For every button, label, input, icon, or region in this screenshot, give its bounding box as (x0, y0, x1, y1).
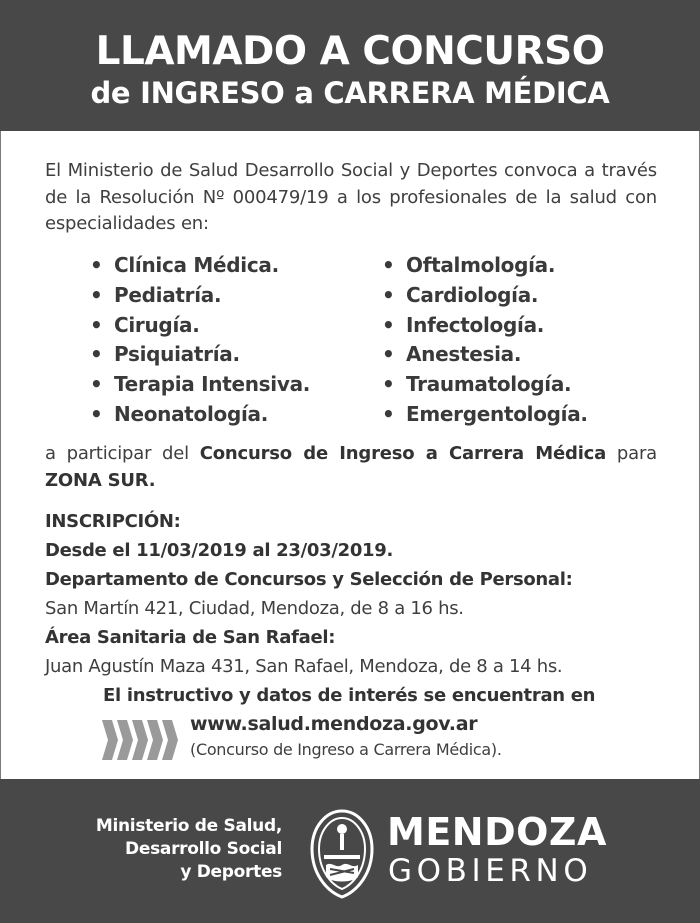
footer-banner (0, 779, 700, 923)
page-subtitle: de INGRESO a CARRERA MÉDICA (90, 76, 610, 110)
ministry-line: y Deportes (180, 862, 282, 882)
website-link[interactable]: www.salud.mendoza.gov.ar (190, 713, 478, 735)
inscription-section (45, 507, 665, 681)
specialty-item: • Oftalmología. (380, 251, 588, 281)
mendoza-seal-icon (302, 803, 382, 903)
intro-text: El Ministerio de Salud Desarrollo Social y Deportes convoca a través de la Resolución Nº 000479/19 a los profesionales de la salud con especialidades en: (45, 160, 657, 234)
website-note: (Concurso de Ingreso a Carrera Médica). (190, 740, 502, 759)
office1-address: San Martín 421, Ciudad, Mendoza, de 8 a 16 hs. (45, 598, 464, 619)
office2-name: Área Sanitaria de San Rafael: (45, 627, 336, 648)
specialty-item: • Traumatología. (380, 370, 588, 400)
participation-prefix: a participar del (45, 443, 189, 464)
specialty-item: • Neonatología. (88, 400, 310, 430)
brand-mendoza: MENDOZA (387, 810, 607, 854)
specialty-item: • Terapia Intensiva. (88, 370, 310, 400)
brand-gobierno: GOBIERNO (388, 853, 593, 889)
specialties-list-left (88, 251, 310, 430)
specialty-item: • Psiquiatría. (88, 340, 310, 370)
office1-name: Departamento de Concursos y Selección de Personal: (45, 569, 573, 590)
header-banner (0, 0, 700, 131)
specialty-item: • Cardiología. (380, 281, 588, 311)
inscription-dates: Desde el 11/03/2019 al 23/03/2019. (45, 540, 394, 561)
arrows-icon (102, 718, 178, 762)
specialty-item: • Emergentología. (380, 400, 588, 430)
specialty-item: • Clínica Médica. (88, 251, 310, 281)
specialty-item: • Infectología. (380, 311, 588, 341)
participation-line (45, 440, 657, 467)
specialty-item: • Pediatría. (88, 281, 310, 311)
inscription-heading: INSCRIPCIÓN: (45, 511, 181, 532)
specialties-list-right (380, 251, 588, 430)
ministry-line: Ministerio de Salud, (95, 816, 282, 836)
contest-name: Concurso de Ingreso a Carrera Médica (199, 443, 607, 464)
page-title: LLAMADO A CONCURSO (95, 29, 605, 74)
ministry-name (96, 815, 282, 884)
zone-label: ZONA SUR. (45, 470, 156, 491)
ministry-line: Desarrollo Social (125, 839, 282, 859)
specialty-item: • Cirugía. (88, 311, 310, 341)
specialty-item: • Anestesia. (380, 340, 588, 370)
participation-mid: para (616, 443, 657, 464)
office2-address: Juan Agustín Maza 431, San Rafael, Mendoza, de 8 a 14 hs. (45, 656, 563, 677)
info-lead: El instructivo y datos de interés se encuentran en (103, 685, 596, 706)
participation-paragraph (45, 440, 657, 494)
intro-paragraph (45, 158, 657, 238)
